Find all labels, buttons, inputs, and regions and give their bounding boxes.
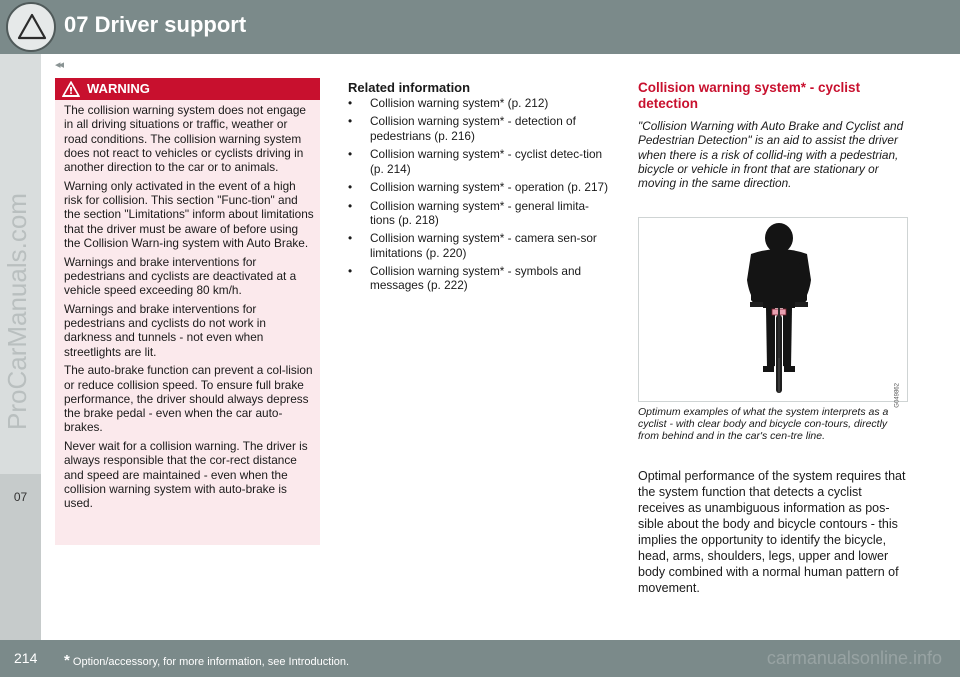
warning-paragraph: Warning only activated in the event of a high risk for collision. This section "Func-tion" and the section "Limitations" inform about limitations that the driver must be aware of before using the Collision Warn-ing system with Auto Brake. (64, 178, 314, 250)
bullet-icon: • (348, 114, 353, 129)
warning-paragraph: Warnings and brake interventions for pedestrians and cyclists do not work in darkness and tunnels - not even when streetlights are lit. (64, 301, 266, 359)
page-header (0, 0, 960, 54)
related-link[interactable]: • Collision warning system* - cyclist detec-tion (p. 214) (348, 147, 603, 176)
warning-body (64, 103, 314, 515)
cyclist-illustration (638, 217, 908, 408)
warning-paragraph: Never wait for a collision warning. The driver is always responsible that the cor-rect distance and speed are maintained - even when the collision warning system with auto-brake is used. (64, 439, 308, 511)
bullet-icon: • (348, 96, 353, 110)
chapter-title: 07 Driver support (64, 12, 247, 37)
bullet-icon: • (348, 198, 353, 213)
related-link[interactable]: • Collision warning system* - general limita-tions (p. 218) (348, 198, 589, 227)
figure-id: G049862 (895, 383, 901, 408)
bullet-icon: • (348, 231, 353, 246)
page-footer (0, 640, 960, 677)
footer-watermark: carmanualsonline.info (766, 648, 942, 668)
related-list (348, 96, 613, 293)
related-link[interactable]: • Collision warning system* - camera sen-sor limitations (p. 220) (348, 231, 597, 260)
warning-title: WARNING (87, 81, 150, 96)
related-link[interactable]: • Collision warning system* - operation (p. 217) (348, 180, 609, 195)
warning-paragraph: The auto-brake function can prevent a col-lision or reduce collision speed. To ensure full brake performance, the driver should always depress the brake pedal - even when the car auto-brakes. (64, 363, 313, 435)
section-intro: "Collision Warning with Auto Brake and Cyclist and Pedestrian Detection" is an aid to assist the driver when there is a risk of collid-ing with a pedestrian, bicycle or vehicle in front that are stationary or moving in the same direction. (638, 119, 904, 191)
figure-caption: Optimum examples of what the system interprets as a cyclist - with clear body and bicycle con-tours, directly from behind and in the car's cen-tre line. (638, 406, 889, 443)
related-link[interactable]: • Collision warning system* (p. 212) (348, 96, 549, 110)
footnote-star: * (64, 652, 70, 669)
related-information (348, 80, 613, 297)
section-heading: Collision warning system* - cyclist detection (638, 80, 861, 111)
related-link[interactable]: • Collision warning system* - symbols and messages (p. 222) (348, 264, 582, 293)
warning-box (55, 78, 320, 545)
bullet-icon: • (348, 147, 353, 162)
warning-paragraph: Warnings and brake interventions for pedestrians and cyclists are deactivated at a vehicle speed exceeding 80 km/h. (64, 254, 297, 298)
warning-paragraph: The collision warning system does not engage in all driving situations or traffic, weather or road conditions. The collision warning system does not react to vehicles or cyclists driving in another direction to the car or to animals. (64, 103, 306, 175)
page-number: 214 (14, 650, 38, 666)
section-body: Optimal performance of the system requires that the system function that detects a cyclist receives as unambiguous information as pos-sible about the body and bicycle contours - this implies the opportunity to identify the bicycle, head, arms, shoulders, legs, upper and lower body combined with a normal human pattern of movement. (638, 469, 906, 595)
warning-icon (61, 80, 81, 98)
warning-header (55, 78, 320, 100)
side-watermark: ProCarManuals.com (2, 193, 32, 430)
bullet-icon: • (348, 180, 353, 195)
warning-triangle-icon (6, 2, 56, 52)
cyclist-from-behind-icon (639, 218, 907, 401)
related-link[interactable]: • Collision warning system* - detection of pedestrians (p. 216) (348, 114, 576, 143)
chapter-number: 07 (13, 490, 28, 504)
cyclist-detection-section (638, 80, 910, 190)
related-heading: Related information (348, 80, 471, 95)
bullet-icon: • (348, 264, 353, 279)
footnote-text: Option/accessory, for more information, see Introduction. (72, 656, 350, 668)
back-navigation-icon[interactable]: ◂◂ (55, 59, 63, 71)
footnote (64, 652, 349, 669)
